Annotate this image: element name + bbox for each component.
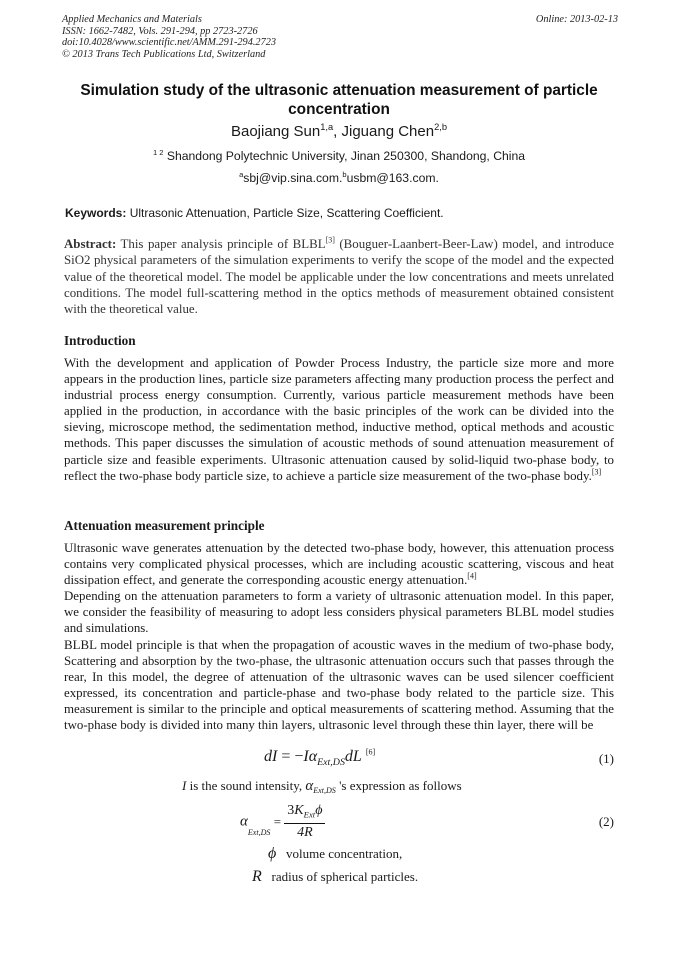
abstract-label: Abstract: (64, 237, 117, 251)
abstract (64, 236, 614, 317)
citation-ref: [3] (325, 235, 335, 245)
author-name: Jiguang Chen (341, 123, 435, 140)
paper-title: Simulation study of the ultrasonic attenuation measurement of particle concentration (80, 82, 598, 118)
attenuation-paragraph (64, 540, 614, 733)
equation-2 (64, 800, 614, 844)
page-header (62, 14, 618, 60)
abstract-text: This paper analysis principle of BLBL (116, 237, 326, 251)
email-superscript: a (239, 169, 244, 179)
keywords-label: Keywords: (65, 206, 127, 220)
author-separator: , (333, 123, 342, 140)
paragraph-text: Depending on the attenuation parameters to form a variety of ultrasonic attenuation model. In this paper, we consider the feasibility of measuring to adopt less considers physical parameters BLBL model studies and simulations. (64, 589, 614, 636)
affiliation (60, 148, 618, 164)
abstract-text: (Bouguer-Laanbert-Beer-Law) model, and introduce SiO2 physical parameters of the simulation experiments to verify the scope of the model and the expected value of the theoretical model. The model be applicable under the low concentrations and meets unrelated conditions. The model full-scattering method in the optics methods of measurement obtained consistent with the theoretical value. (64, 237, 614, 317)
paragraph-text: BLBL model principle is that when the propagation of acoustic waves in the medium of two-phase body, Scattering and absorption by the two-phase, the ultrasonic attenuation occurs such that passes through the rear, In this model, the degree of attenuation of the ultrasonic waves can be used silencer coefficient expressed, its concentration and particle-phase and two-phase body related to the particle size. This measurement is similar to the principle and optical measurements of scattering method. Assuming that the two-phase body is divided into many thin layers, ultrasonic level through these thin layer, there will be (64, 637, 614, 733)
email-superscript: b (342, 169, 347, 179)
citation-ref: [4] (467, 571, 477, 581)
equation-1-body: dI = $-I\alpha_{Ext,DS}dL$ [6] (264, 747, 376, 768)
introduction-paragraph (64, 355, 614, 484)
affiliation-superscript: 1 2 (152, 147, 164, 157)
section-heading-introduction: Introduction (64, 333, 136, 348)
copyright-line: © 2013 Trans Tech Publications Ltd, Switzerland (62, 48, 266, 60)
author-superscript: 2,b (434, 122, 448, 132)
email-address: usbm@163.com. (346, 171, 439, 185)
paragraph-text: With the development and application of Powder Process Industry, the particle size more and more appears in the production lines, particle size parameters affecting many production process the perfect and industrial process energy consumption. Currently, various particle measurement methods have been applied in the production, in accordance with the basic principles of the work can be divided into the sieving, microscope method, the sedimentation method, inductive method, optical methods and acoustic methods. This paper discusses the simulation of acoustic methods of sound attenuation measurement of particle size and feasible experiments. Ultrasonic attenuation caused by solid-liquid two-phase body, to reflect the two-phase body particle size, to achieve a particle size measurement of the two-phase body. (64, 356, 614, 483)
equation-number: (1) (598, 751, 614, 766)
citation-ref: [3] (591, 467, 602, 477)
journal-name: Applied Mechanics and Materials (62, 14, 202, 25)
author-superscript: 1,a (320, 122, 334, 132)
email-line (60, 170, 618, 186)
email-address: sbj@vip.sina.com. (243, 171, 343, 185)
paragraph-text: Ultrasonic wave generates attenuation by the detected two-phase body, however, this attenuation process contains very complicated physical processes, which are including acoustic scattering, viscous and heat dissipation effect, and generate the corresponding acoustic energy attenuation. (64, 541, 614, 588)
keywords (65, 205, 618, 221)
equation-2-body: $\alpha_{Ext,DS}$ = $\frac{3K_{Ext}\phi}{4R}$ (240, 803, 325, 841)
section-heading-attenuation: Attenuation measurement principle (64, 518, 265, 533)
author-name: Baojiang Sun (230, 123, 321, 140)
doi-line: doi:10.4028/www.scientific.net/AMM.291-294.2723 (62, 37, 277, 48)
keywords-text: Ultrasonic Attenuation, Particle Size, Scattering Coefficient. (129, 206, 444, 220)
author-list (60, 122, 618, 142)
equation-number: (2) (598, 814, 614, 829)
issn-line: ISSN: 1662-7482, Vols. 291-294, pp 2723-2726 (62, 25, 258, 37)
online-date: Online: 2013-02-13 (535, 14, 618, 25)
affiliation-text: Shandong Polytechnic University, Jinan 250300, Shandong, China (166, 149, 526, 163)
